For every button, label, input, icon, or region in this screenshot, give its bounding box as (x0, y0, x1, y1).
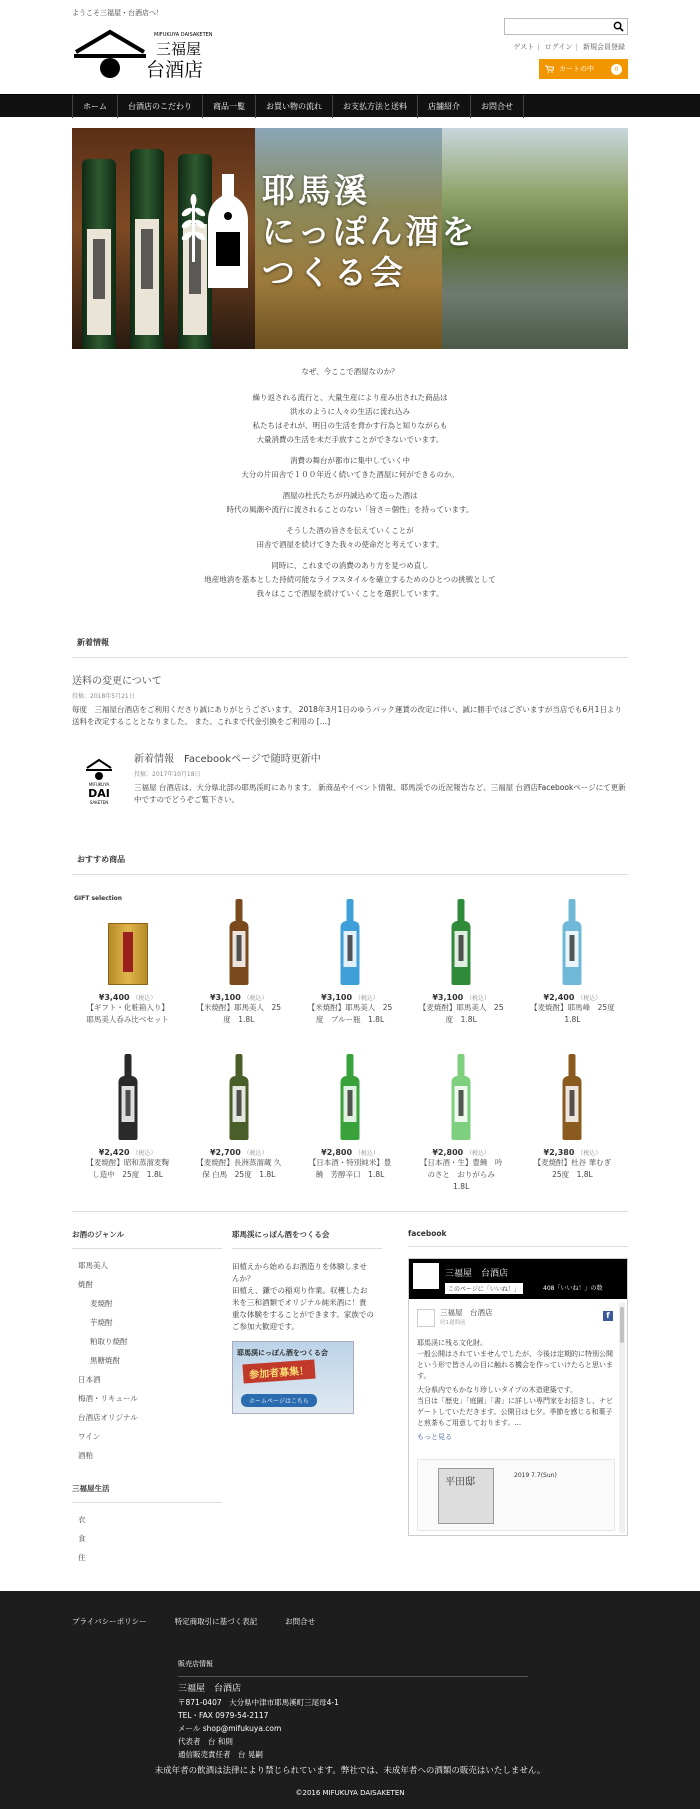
age-warning: 未成年者の飲酒は法律により禁じられています。弊社では、未成年者への酒類の販売はいたしません。 (154, 1766, 546, 1776)
post-author[interactable]: 三福屋 台酒店 (440, 1308, 493, 1317)
site-footer (0, 1591, 700, 1809)
product-name[interactable]: 【麦焼酎】耶馬峰 25度 1.8L (530, 1003, 623, 1024)
product-card[interactable] (294, 895, 405, 1026)
search-input[interactable] (505, 19, 609, 34)
product-card[interactable] (517, 895, 628, 1026)
product-price: ¥2,420 （税込） (98, 1148, 157, 1157)
nav-shop-info[interactable]: 店舗紹介 (417, 95, 470, 118)
product-name[interactable]: 【麦焼酎】長洲蒸溜蔵 久保 白馬 25度 1.8L (196, 1158, 282, 1179)
intro-paragraph: 酒屋の杜氏たちが丹誠込めて造った酒は 時代の風潮や流行に流されることのない「旨さ＝個性」を持っています。 (226, 491, 474, 514)
page-avatar[interactable] (413, 1263, 439, 1289)
genre-link[interactable]: 焼酎 (78, 1280, 93, 1289)
shop-name: 三福屋 台酒店 (178, 1684, 242, 1694)
product-price: ¥2,800 （税込） (432, 1148, 491, 1157)
product-price: ¥2,380 （税込） (543, 1148, 602, 1157)
facebook-like-button[interactable]: このページに「いいね！」 (445, 1283, 523, 1294)
product-card[interactable] (72, 895, 183, 1026)
nav-products[interactable]: 商品一覧 (202, 95, 255, 118)
product-image[interactable] (340, 899, 359, 985)
welcome-text: ようこそ三福屋・台酒店へ！ (72, 9, 163, 17)
life-link[interactable]: 衣 (78, 1515, 86, 1524)
product-card[interactable] (183, 895, 294, 1026)
product-price: ¥2,700 （税込） (209, 1148, 268, 1157)
see-more-link[interactable]: もっと見る (417, 1433, 452, 1441)
product-card[interactable] (72, 1050, 183, 1193)
post-image-date: 2019 7.7(Sun) (514, 1472, 557, 1479)
facebook-post (417, 1307, 615, 1443)
privacy-link[interactable]: プライバシーポリシー (72, 1617, 147, 1626)
genre-link[interactable]: 台酒店オリジナル (78, 1413, 138, 1422)
club-title: 耶馬渓にっぽん酒をつくる会 (232, 1229, 382, 1249)
facebook-title: facebook (408, 1229, 628, 1247)
post-image[interactable] (417, 1459, 615, 1531)
news-thumbnail[interactable] (78, 750, 120, 808)
life-link[interactable]: 住 (78, 1553, 86, 1562)
post-time: 約1週間前 (440, 1320, 466, 1326)
post-image-title: 平田邸 (445, 1477, 475, 1488)
nav-payment-shipping[interactable]: お支払方法と送料 (332, 95, 417, 118)
product-name[interactable]: 【ギフト・化粧箱入り】耶馬美人呑み比べセット (86, 1003, 169, 1024)
genre-link[interactable]: 梅酒・リキュール (78, 1394, 138, 1403)
product-name[interactable]: 【日本酒・生】豊饒 吟のさと おりがらみ 1.8L (419, 1158, 503, 1191)
news-item-date: 投稿：2018年5月21日 (72, 693, 135, 700)
product-name[interactable]: 【日本酒・特別純米】豊饒 芳醇辛口 1.8L (308, 1158, 392, 1179)
facebook-like-count: 408「いいね！」の数 (543, 1285, 603, 1292)
news-item-body: 毎度 三福屋台酒店をご利用くださり誠にありがとうございます。 2018年3月1日のゆうパック運賃の改定に伴い、誠に勝手ではございますが当店でも6月1日より送料を改定することとなりました。 また、これまで代金引換をご利用の […] (72, 705, 622, 726)
nav-commitment[interactable]: 台酒店のこだわり (117, 95, 202, 118)
product-image[interactable] (452, 899, 471, 985)
logo-sub-text: MIFUKUYA DAISAKETEN (154, 32, 213, 38)
cart-label: カートの中 (559, 65, 594, 73)
product-name[interactable]: 【麦焼酎】昭和蒸溜麦麴し造中 25度 1.8L (86, 1158, 169, 1179)
nav-home[interactable]: ホーム (72, 95, 117, 118)
banner-badge: 参加者募集！ (242, 1360, 315, 1384)
search-box (504, 18, 628, 35)
product-name[interactable]: 【麦焼酎】耶馬美人 25度 1.8L (418, 1003, 504, 1024)
post-text: 大分県内でもかなり珍しいタイプの木造建築です。 当日は「歴史」「庭園」「書」に詳しい専門家をお招きし、ナビゲートしていただきます。公開日は七夕。季節を感じる和菓子と煎茶もご用意しております。... (417, 1386, 613, 1427)
genre-list (72, 1256, 232, 1465)
genre-link[interactable]: 酒粕 (78, 1451, 93, 1460)
cart-count-badge: 0 (611, 64, 622, 75)
product-price: ¥3,100 （税込） (432, 993, 491, 1002)
hero-title-line1: 耶馬溪 (262, 171, 370, 210)
news-item (72, 750, 628, 816)
logo-line1: 三福屋 (156, 40, 202, 58)
login-link[interactable]: ログイン (544, 43, 573, 51)
facebook-column (408, 1229, 628, 1567)
product-price: ¥3,400 （税込） (98, 993, 157, 1002)
cart-button[interactable] (539, 59, 628, 79)
life-title: 三福屋生活 (72, 1483, 222, 1503)
genre-link[interactable]: 耶馬美人 (78, 1261, 108, 1270)
user-links: ゲスト | ログイン | 新規会員登録 (510, 42, 628, 52)
global-nav (0, 94, 700, 117)
site-header (72, 0, 628, 94)
product-image[interactable] (452, 1054, 471, 1140)
product-card[interactable] (517, 1050, 628, 1193)
intro-paragraph: 繰り返される流行と、大量生産により産み出された商品は 洪水のように人々の生活に流れ込み 私たちはそれが、明日の生活を脅かす行為と知りながらも 大量消費の生活を未だ手放すことができないでいます。 (252, 393, 448, 444)
product-grid (72, 895, 628, 1193)
shop-mail: メール shop@mifukuya.com (178, 1724, 282, 1733)
genre-link[interactable]: ワイン (78, 1432, 101, 1441)
facebook-widget (408, 1258, 628, 1536)
shop-tel: TEL・FAX 0979-54-2117 (178, 1711, 269, 1720)
shop-info (178, 1658, 558, 1761)
shop-info-heading: 販売店情報 (178, 1658, 528, 1677)
product-name[interactable]: 【麦焼酎】杜谷 華むぎ 25度 1.8L (533, 1158, 619, 1179)
genre-link[interactable]: 芋焼酎 (90, 1318, 113, 1327)
product-card[interactable] (183, 1050, 294, 1193)
cart-icon (545, 65, 554, 73)
search-icon[interactable] (613, 21, 624, 32)
news-item-date: 投稿：2017年10月18日 (134, 771, 201, 778)
product-image[interactable] (563, 1054, 582, 1140)
contact-link[interactable]: お問合せ (285, 1617, 316, 1626)
intro-paragraph: なぜ、今ここで酒屋なのか？ (301, 367, 399, 376)
genre-link[interactable]: 粕取り焼酎 (90, 1337, 128, 1346)
product-image[interactable] (340, 1054, 359, 1140)
copyright: ©2016 MIFUKUYA DAISAKETEN (295, 1789, 405, 1797)
shop-manager: 通信販売責任者 台 晃嗣 (178, 1750, 263, 1759)
footer-links (72, 1616, 315, 1627)
facebook-header (409, 1259, 627, 1299)
shop-logo[interactable] (72, 24, 222, 80)
nav-shopping-flow[interactable]: お買い物の流れ (255, 95, 332, 118)
genre-link[interactable]: 麦焼酎 (90, 1299, 113, 1308)
facebook-icon[interactable]: f (603, 1311, 613, 1321)
genre-link[interactable]: 日本酒 (78, 1375, 101, 1384)
product-image[interactable] (108, 923, 148, 985)
facebook-scrollbar[interactable] (619, 1303, 625, 1533)
product-card[interactable] (406, 895, 517, 1026)
facebook-page-name[interactable]: 三福屋 台酒店 (445, 1269, 509, 1279)
product-image[interactable] (563, 899, 582, 985)
product-name[interactable]: 【米焼酎】耶馬美人 25度 1.8L (196, 1003, 282, 1024)
club-banner[interactable] (232, 1341, 354, 1414)
guest-label: ゲスト (513, 43, 535, 51)
genre-link[interactable]: 黒糖焼酎 (90, 1356, 120, 1365)
product-price: ¥3,100 （税込） (321, 993, 379, 1002)
banner-link[interactable]: ホームページはこちら (241, 1394, 317, 1407)
post-avatar-icon (417, 1309, 435, 1327)
product-name[interactable]: 【米焼酎】耶馬美人 25度 ブルー瓶 1.8L (307, 1003, 393, 1024)
product-card[interactable] (294, 1050, 405, 1193)
product-card[interactable] (406, 1050, 517, 1193)
nav-contact[interactable]: お問合せ (470, 95, 524, 118)
rice-bottle-emblem-icon (178, 172, 268, 290)
life-link[interactable]: 食 (78, 1534, 86, 1543)
intro-message (72, 365, 628, 601)
genre-title: お酒のジャンル (72, 1229, 222, 1249)
club-column (232, 1229, 392, 1567)
hero-title-line3: つくる会 (262, 253, 406, 292)
genre-column (72, 1229, 232, 1567)
thumb-line2: DAI (88, 787, 110, 800)
hero-banner[interactable] (72, 128, 628, 349)
sidebar-columns (72, 1211, 628, 1567)
thumb-line1: MIFUKUYA (88, 782, 110, 787)
product-image[interactable] (229, 1054, 248, 1140)
club-text: 田植えから始めるお酒造りを体験しませんか？ 田植え、鎌での稲刈り作業。収穫したお米を三和酒類でオリジナル純米酒に！貴重な体験をすることができます。家族でのご参加大歓迎です。 (232, 1262, 374, 1331)
news-item-title[interactable]: 新着情報 Facebookページで随時更新中 (134, 754, 321, 765)
logo-line2: 台酒店 (146, 59, 204, 80)
product-price: ¥2,800 （税込） (321, 1148, 379, 1157)
tokushoho-link[interactable]: 特定商取引に基づく表記 (174, 1617, 258, 1626)
intro-paragraph: そうした酒の旨さを伝えていくことが 田舎で酒屋を続けてきた我々の使命だと考えています。 (256, 526, 444, 549)
hero-title (262, 170, 477, 293)
recommend-section-title: おすすめ商品 (72, 854, 628, 875)
news-item-body: 三福屋 台酒店は、大分県北部の耶馬渓町にあります。 新商品やイベント情報、耶馬渓での近況報告など、三福屋 台酒店Facebookページにて更新中ですのでどうぞご覧下さい。 (134, 783, 626, 804)
banner-title: 耶馬渓にっぽん酒をつくる会 (237, 1349, 328, 1357)
news-item-title[interactable]: 送料の変更について (72, 676, 162, 687)
intro-paragraph: 消費の舞台が都市に集中していく中 大分の片田舎で１００年近く続いてきた酒屋に何ができるのか。 (241, 456, 459, 479)
product-price: ¥3,100 （税込） (209, 993, 268, 1002)
gift-badge: GIFT selection (74, 895, 123, 902)
shop-address: 〒871-0407 大分県中津市耶馬溪町三尾母4-1 (178, 1698, 339, 1707)
life-list (72, 1510, 232, 1567)
hero-title-line2: にっぽん酒を (262, 212, 478, 251)
news-section-title: 新着情報 (72, 637, 628, 658)
intro-paragraph: 同時に、これまでの消費のあり方を見つめ直し 地産地消を基本とした持続可能なライフスタイルを確立するためのひとつの挑戦として 我々はここで酒屋を続けていくことを選択しています。 (204, 561, 496, 598)
post-text: 耶馬渓に残る文化財。 一般公開はされていませんでしたが、今後は定期的に特別公開という形で皆さんの目に触れる機会を作っていけたらと思います。 (417, 1339, 613, 1380)
thumb-line3: SAKETEN (89, 800, 109, 805)
shop-representative: 代表者 台 和則 (178, 1737, 233, 1746)
product-image[interactable] (229, 899, 248, 985)
news-item (72, 672, 628, 728)
product-price: ¥2,400 （税込） (543, 993, 602, 1002)
product-image[interactable] (118, 1054, 137, 1140)
register-link[interactable]: 新規会員登録 (583, 43, 625, 51)
